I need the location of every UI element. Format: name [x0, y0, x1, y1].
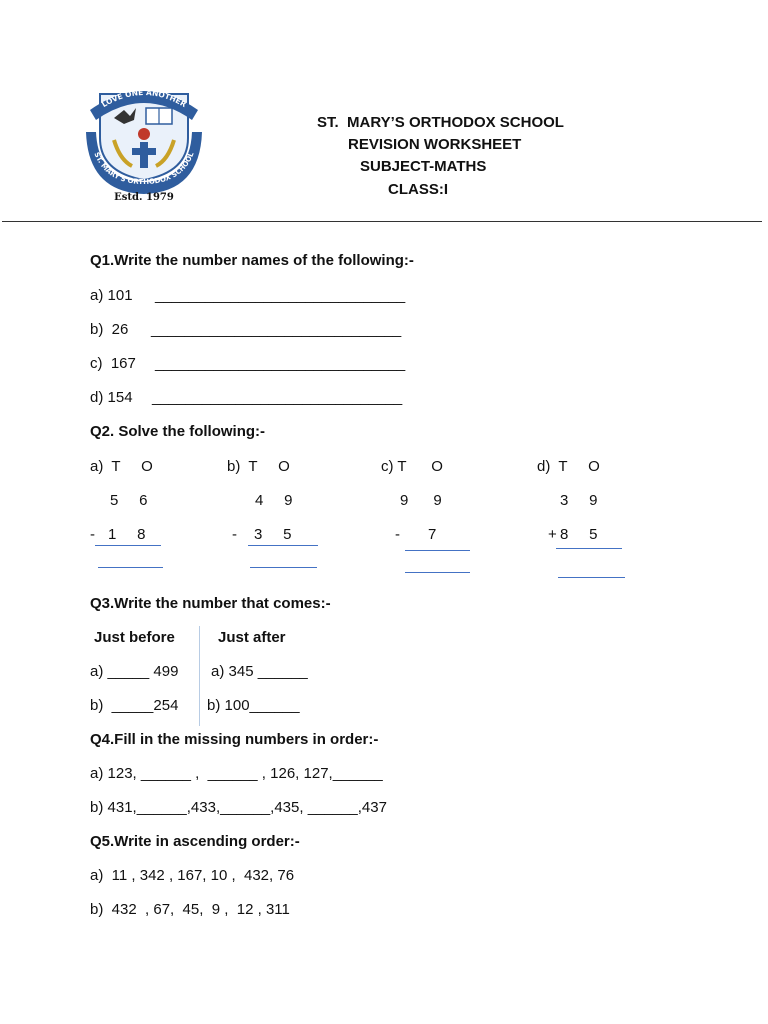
worksheet-title: REVISION WORKSHEET: [348, 136, 522, 153]
q3-before-item[interactable]: b) _____254: [90, 697, 179, 714]
school-crest-logo: [80, 80, 208, 204]
header-divider: [2, 221, 762, 222]
q3-before-item[interactable]: a) _____ 499: [90, 663, 179, 680]
q3-title: Q3.Write the number that comes:-: [90, 595, 331, 612]
q2a-answer-line[interactable]: [98, 567, 163, 568]
q2a-header: a) T O: [90, 458, 153, 475]
q2b-header: b) T O: [227, 458, 290, 475]
q2a-operator: -: [90, 526, 95, 543]
q2b-operator: -: [232, 526, 237, 543]
q2b-bottom-number: 3 5: [254, 526, 292, 543]
q2d-operator: +: [548, 526, 557, 543]
q3-column-divider: [199, 626, 200, 726]
q1-answer-blank[interactable]: ______________________________: [151, 321, 402, 338]
q2b-rule: [248, 545, 318, 546]
q3-after-item[interactable]: b) 100______: [207, 697, 300, 714]
q2d-top-number: 3 9: [560, 492, 598, 509]
q5-title: Q5.Write in ascending order:-: [90, 833, 300, 850]
q2c-header: c) T O: [381, 458, 443, 475]
q2c-answer-line[interactable]: [405, 572, 470, 573]
q2a-bottom-number: 1 8: [108, 526, 146, 543]
q3-col-after: Just after: [218, 629, 286, 646]
q1-item-label: d) 154: [90, 389, 133, 406]
school-name: ST. MARY’S ORTHODOX SCHOOL: [317, 114, 564, 131]
q3-after-item[interactable]: a) 345 ______: [211, 663, 308, 680]
lamp-icon: [138, 128, 150, 140]
q5-item: b) 432 , 67, 45, 9 , 12 , 311: [90, 901, 290, 918]
q1-item-label: b) 26: [90, 321, 129, 338]
crest-school-arc: ST. MARY'S ORTHODOX SCHOOL: [92, 151, 196, 187]
q2-title: Q2. Solve the following:-: [90, 423, 266, 440]
q2c-rule: [405, 550, 470, 551]
crest-established: Estd. 1979: [114, 192, 174, 203]
q1-title: Q1.Write the number names of the following:-: [90, 252, 414, 269]
q2d-bottom-number: 8 5: [560, 526, 598, 543]
q2d-answer-line[interactable]: [558, 577, 625, 578]
q5-item: a) 11 , 342 , 167, 10 , 432, 76: [90, 867, 295, 884]
q2c-bottom-number: 7: [428, 526, 437, 543]
q1-item-label: c) 167: [90, 355, 136, 372]
q4-title: Q4.Fill in the missing numbers in order:-: [90, 731, 379, 748]
subject-title: SUBJECT-MATHS: [360, 158, 487, 175]
q2a-top-number: 5 6: [110, 492, 148, 509]
q2d-rule: [556, 548, 622, 549]
class-title: CLASS:I: [388, 181, 448, 198]
q2c-top-number: 9 9: [400, 492, 442, 509]
q2b-answer-line[interactable]: [250, 567, 317, 568]
q2c-operator: -: [395, 526, 400, 543]
q1-answer-blank[interactable]: ______________________________: [155, 355, 406, 372]
q1-answer-blank[interactable]: ______________________________: [155, 287, 406, 304]
q2b-top-number: 4 9: [255, 492, 293, 509]
q1-answer-blank[interactable]: ______________________________: [152, 389, 403, 406]
q4-item[interactable]: b) 431,______,433,______,435, ______,437: [90, 799, 387, 816]
crest-motto: LOVE ONE ANOTHER: [100, 87, 188, 110]
q4-item[interactable]: a) 123, ______ , ______ , 126, 127,______: [90, 765, 383, 782]
q3-col-before: Just before: [94, 629, 175, 646]
q1-item-label: a) 101: [90, 287, 133, 304]
q2a-rule: [95, 545, 161, 546]
q2d-header: d) T O: [537, 458, 600, 475]
